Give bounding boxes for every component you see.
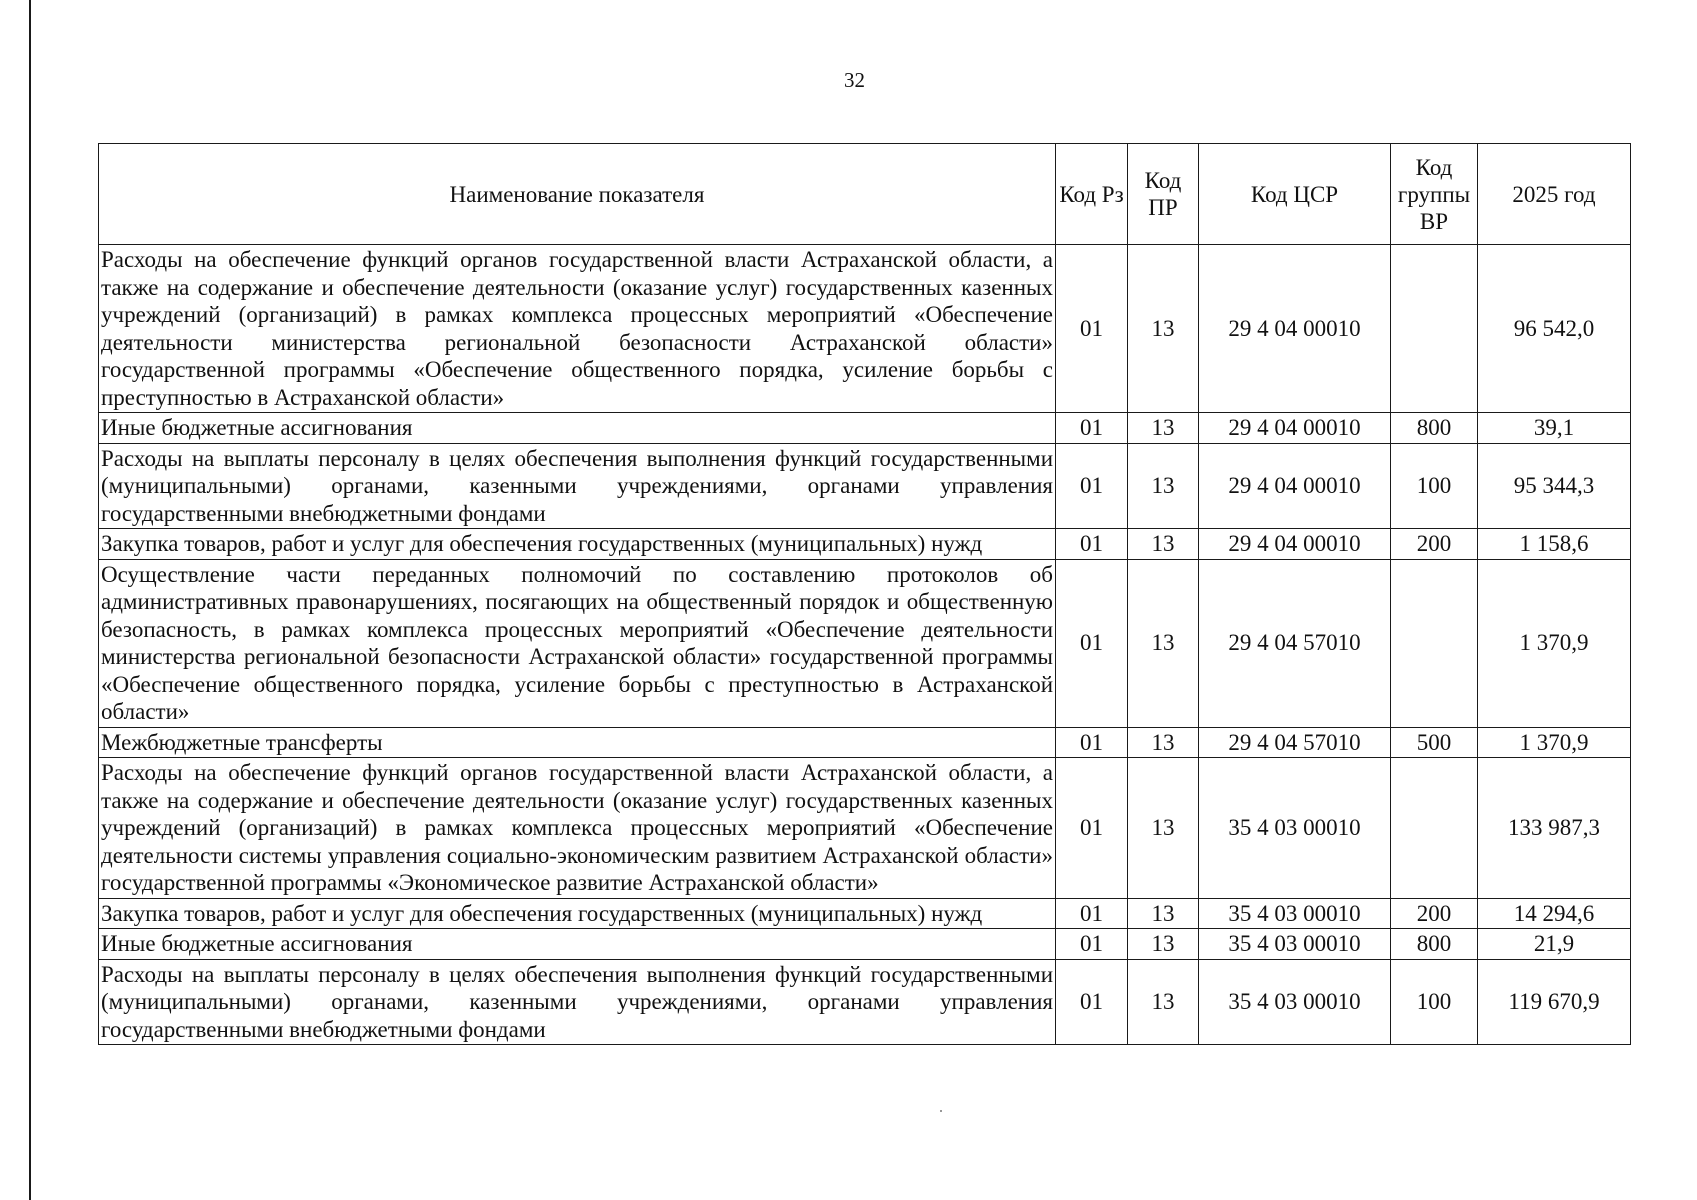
row-csr: 29 4 04 57010 bbox=[1199, 559, 1391, 727]
header-vr: Код группы ВР bbox=[1391, 144, 1478, 245]
row-vr bbox=[1391, 559, 1478, 727]
row-csr: 29 4 04 00010 bbox=[1199, 529, 1391, 560]
row-csr: 29 4 04 00010 bbox=[1199, 413, 1391, 444]
row-vr: 100 bbox=[1391, 959, 1478, 1045]
row-csr: 29 4 04 00010 bbox=[1199, 245, 1391, 413]
row-rz: 01 bbox=[1056, 529, 1128, 560]
row-amount: 14 294,6 bbox=[1478, 898, 1631, 929]
row-rz: 01 bbox=[1056, 898, 1128, 929]
row-vr: 100 bbox=[1391, 443, 1478, 529]
header-pr: Код ПР bbox=[1128, 144, 1199, 245]
row-pr: 13 bbox=[1128, 245, 1199, 413]
row-csr: 29 4 04 57010 bbox=[1199, 727, 1391, 758]
row-rz: 01 bbox=[1056, 559, 1128, 727]
row-vr bbox=[1391, 758, 1478, 899]
row-name: Расходы на выплаты персоналу в целях обеспечения выполнения функций государственными (муниципальными) органами, казенными учреждениями, органами управления государственными внебюджетными фондами bbox=[99, 443, 1056, 529]
row-pr: 13 bbox=[1128, 443, 1199, 529]
row-amount: 95 344,3 bbox=[1478, 443, 1631, 529]
row-pr: 13 bbox=[1128, 727, 1199, 758]
row-name: Иные бюджетные ассигнования bbox=[99, 929, 1056, 960]
row-pr: 13 bbox=[1128, 929, 1199, 960]
row-pr: 13 bbox=[1128, 413, 1199, 444]
row-rz: 01 bbox=[1056, 929, 1128, 960]
row-amount: 1 158,6 bbox=[1478, 529, 1631, 560]
row-name: Осуществление части переданных полномочий по составлению протоколов об административных правонарушениях, посягающих на общественный порядок и общественную безопасность, в рамках комплекса процессных мероприятий «Обеспечение деятельности министерства региональной безопасности Астраханской области» государственной программы «Обеспечение общественного порядка, усиление борьбы с преступностью в Астраханской области» bbox=[99, 559, 1056, 727]
row-name: Иные бюджетные ассигнования bbox=[99, 413, 1056, 444]
header-csr: Код ЦСР bbox=[1199, 144, 1391, 245]
row-rz: 01 bbox=[1056, 727, 1128, 758]
row-vr: 800 bbox=[1391, 929, 1478, 960]
table-row bbox=[99, 929, 1631, 960]
header-name: Наименование показателя bbox=[99, 144, 1056, 245]
table-row bbox=[99, 559, 1631, 727]
row-vr: 500 bbox=[1391, 727, 1478, 758]
table-row bbox=[99, 898, 1631, 929]
table-row bbox=[99, 413, 1631, 444]
row-csr: 29 4 04 00010 bbox=[1199, 443, 1391, 529]
row-amount: 133 987,3 bbox=[1478, 758, 1631, 899]
page-number: 32 bbox=[844, 68, 865, 92]
budget-table bbox=[98, 143, 1631, 1045]
table-row bbox=[99, 959, 1631, 1045]
row-name: Расходы на обеспечение функций органов государственной власти Астраханской области, а также на содержание и обеспечение деятельности (оказание услуг) государственных казенных учреждений (организаций) в рамках комплекса процессных мероприятий «Обеспечение деятельности системы управления социально-экономическим развитием Астраханской области» государственной программы «Экономическое развитие Астраханской области» bbox=[99, 758, 1056, 899]
table-row bbox=[99, 758, 1631, 899]
row-csr: 35 4 03 00010 bbox=[1199, 929, 1391, 960]
table-row bbox=[99, 529, 1631, 560]
table-row bbox=[99, 245, 1631, 413]
row-amount: 39,1 bbox=[1478, 413, 1631, 444]
row-rz: 01 bbox=[1056, 443, 1128, 529]
row-amount: 96 542,0 bbox=[1478, 245, 1631, 413]
row-vr: 200 bbox=[1391, 529, 1478, 560]
row-rz: 01 bbox=[1056, 413, 1128, 444]
scan-margin-line bbox=[29, 0, 31, 1200]
row-rz: 01 bbox=[1056, 245, 1128, 413]
row-name: Закупка товаров, работ и услуг для обеспечения государственных (муниципальных) нужд bbox=[99, 529, 1056, 560]
row-amount: 1 370,9 bbox=[1478, 559, 1631, 727]
row-csr: 35 4 03 00010 bbox=[1199, 758, 1391, 899]
header-year: 2025 год bbox=[1478, 144, 1631, 245]
table-header-row bbox=[99, 144, 1631, 245]
row-pr: 13 bbox=[1128, 758, 1199, 899]
row-vr: 200 bbox=[1391, 898, 1478, 929]
row-name: Закупка товаров, работ и услуг для обеспечения государственных (муниципальных) нужд bbox=[99, 898, 1056, 929]
row-csr: 35 4 03 00010 bbox=[1199, 898, 1391, 929]
row-vr bbox=[1391, 245, 1478, 413]
row-rz: 01 bbox=[1056, 959, 1128, 1045]
row-csr: 35 4 03 00010 bbox=[1199, 959, 1391, 1045]
row-vr: 800 bbox=[1391, 413, 1478, 444]
row-name: Расходы на обеспечение функций органов государственной власти Астраханской области, а также на содержание и обеспечение деятельности (оказание услуг) государственных казенных учреждений (организаций) в рамках комплекса процессных мероприятий «Обеспечение деятельности министерства региональной безопасности Астраханской области» государственной программы «Обеспечение общественного порядка, усиление борьбы с преступностью в Астраханской области» bbox=[99, 245, 1056, 413]
row-amount: 119 670,9 bbox=[1478, 959, 1631, 1045]
table-row bbox=[99, 727, 1631, 758]
row-pr: 13 bbox=[1128, 959, 1199, 1045]
row-amount: 21,9 bbox=[1478, 929, 1631, 960]
header-rz: Код Рз bbox=[1056, 144, 1128, 245]
row-pr: 13 bbox=[1128, 898, 1199, 929]
row-rz: 01 bbox=[1056, 758, 1128, 899]
table-row bbox=[99, 443, 1631, 529]
scan-speck bbox=[940, 1110, 942, 1112]
row-pr: 13 bbox=[1128, 529, 1199, 560]
row-pr: 13 bbox=[1128, 559, 1199, 727]
row-name: Межбюджетные трансферты bbox=[99, 727, 1056, 758]
row-name: Расходы на выплаты персоналу в целях обеспечения выполнения функций государственными (муниципальными) органами, казенными учреждениями, органами управления государственными внебюджетными фондами bbox=[99, 959, 1056, 1045]
row-amount: 1 370,9 bbox=[1478, 727, 1631, 758]
